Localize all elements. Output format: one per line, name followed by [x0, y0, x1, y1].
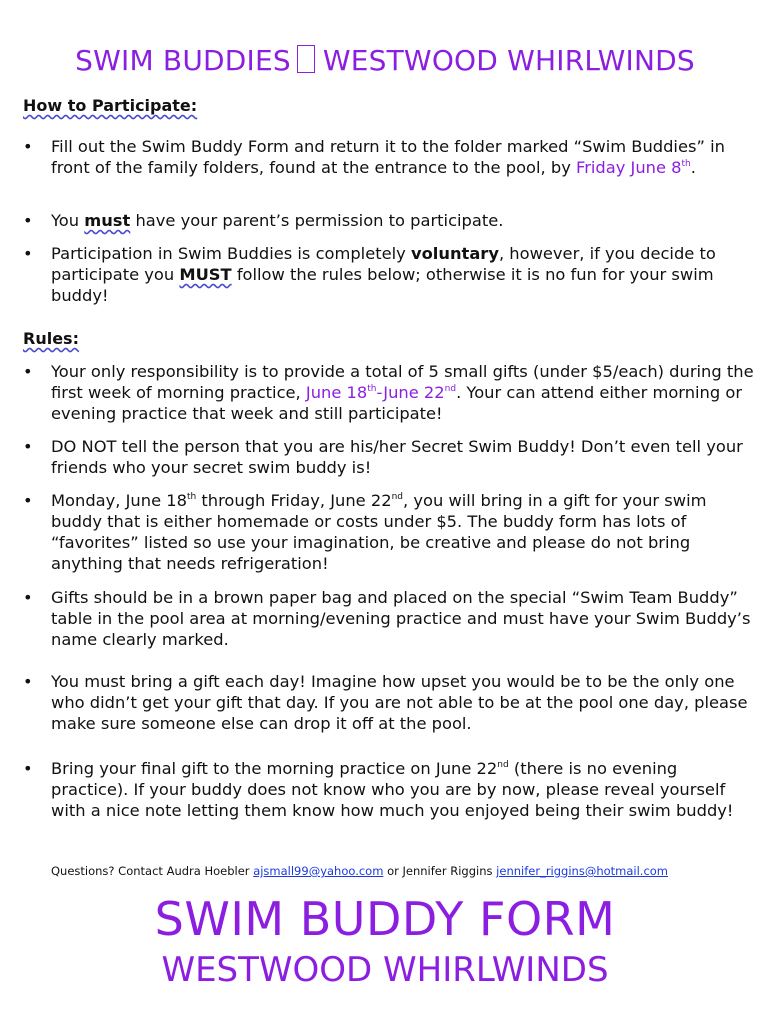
bullet: • [23, 244, 33, 263]
title-left: SWIM BUDDIES [75, 44, 291, 77]
item-text: Gifts should be in a brown paper bag and placed on the special “Swim Team Buddy” table in the pool area at morning/evening practice and must have your Swim Buddy’s name clearly marked. [51, 588, 751, 649]
bullet: • [23, 437, 33, 456]
must-emphasis: MUST [179, 265, 232, 284]
item-text: DO NOT tell the person that you are his/her Secret Swim Buddy! Don’t even tell your friends who your secret swim buddy is! [51, 437, 743, 477]
bullet: • [23, 211, 33, 230]
gift-week-dates: June 18th-June 22nd [305, 383, 457, 402]
voluntary-emphasis: voluntary [410, 244, 499, 263]
item-text: You must bring a gift each day! Imagine how upset you would be to be the only one who didn’t get your gift that day. If you are not able to be at the pool one day, please make sure someone else can drop it off at the pool. [51, 672, 748, 733]
rules-heading: Rules: [23, 329, 79, 348]
form-subtitle: WESTWOOD WHIRLWINDS [161, 950, 609, 990]
missing-glyph-box [297, 45, 315, 73]
form-title: SWIM BUDDY FORM [154, 892, 616, 946]
participate-heading: How to Participate: [23, 96, 198, 115]
bullet: • [23, 491, 33, 510]
bullet: • [23, 672, 33, 691]
contact-line: Questions? Contact Audra Hoebler ajsmall99@yahoo.com or Jennifer Riggins jennifer_riggins@hotmail.com [51, 864, 669, 878]
list-item [23, 587, 758, 650]
must-emphasis: must [84, 211, 131, 230]
bullet: • [23, 362, 33, 381]
list-item: • Monday, June 18th through Friday, June 22nd, you will bring in a gift for your swim buddy that is either homemade or costs under $5. The buddy form has lots of “favorites” listed so use your imagination, be creative and please do not bring anything that needs refrigeration! [23, 491, 707, 573]
title-right: WESTWOOD WHIRLWINDS [322, 44, 695, 77]
list-item: • Bring your final gift to the morning practice on June 22nd (there is no evening practice). If your buddy does not know who you are by now, please reveal yourself with a nice note letting them know how much you enjoyed being their swim buddy! [23, 759, 734, 820]
bullet: • [23, 588, 33, 607]
email-link-jennifer[interactable]: jennifer_riggins@hotmail.com [496, 864, 669, 878]
deadline-date: Friday June 8th [576, 158, 691, 177]
bullet: • [23, 759, 33, 778]
email-link-audra[interactable]: ajsmall99@yahoo.com [253, 864, 384, 878]
list-item: • You must have your parent’s permission to participate. [23, 211, 504, 230]
list-item [23, 436, 758, 478]
list-item: • Fill out the Swim Buddy Form and return it to the folder marked “Swim Buddies” in front of the family folders, found at the entrance to the pool, by Friday June 8th. [23, 137, 725, 177]
page-title [0, 44, 770, 77]
bullet: • [23, 137, 33, 156]
list-item [23, 671, 758, 734]
list-item: • Participation in Swim Buddies is completely voluntary, however, if you decide to participate you MUST follow the rules below; otherwise it is no fun for your swim buddy! [23, 244, 716, 305]
list-item: • Your only responsibility is to provide a total of 5 small gifts (under $5/each) during the first week of morning practice, June 18th-June 22nd. Your can attend either morning or evening practice that week and still participate! [23, 362, 754, 423]
item-text: Fill out the Swim Buddy Form and return it to the folder marked “Swim Buddies” in front of the family folders, found at the entrance to the pool, by [51, 137, 725, 177]
